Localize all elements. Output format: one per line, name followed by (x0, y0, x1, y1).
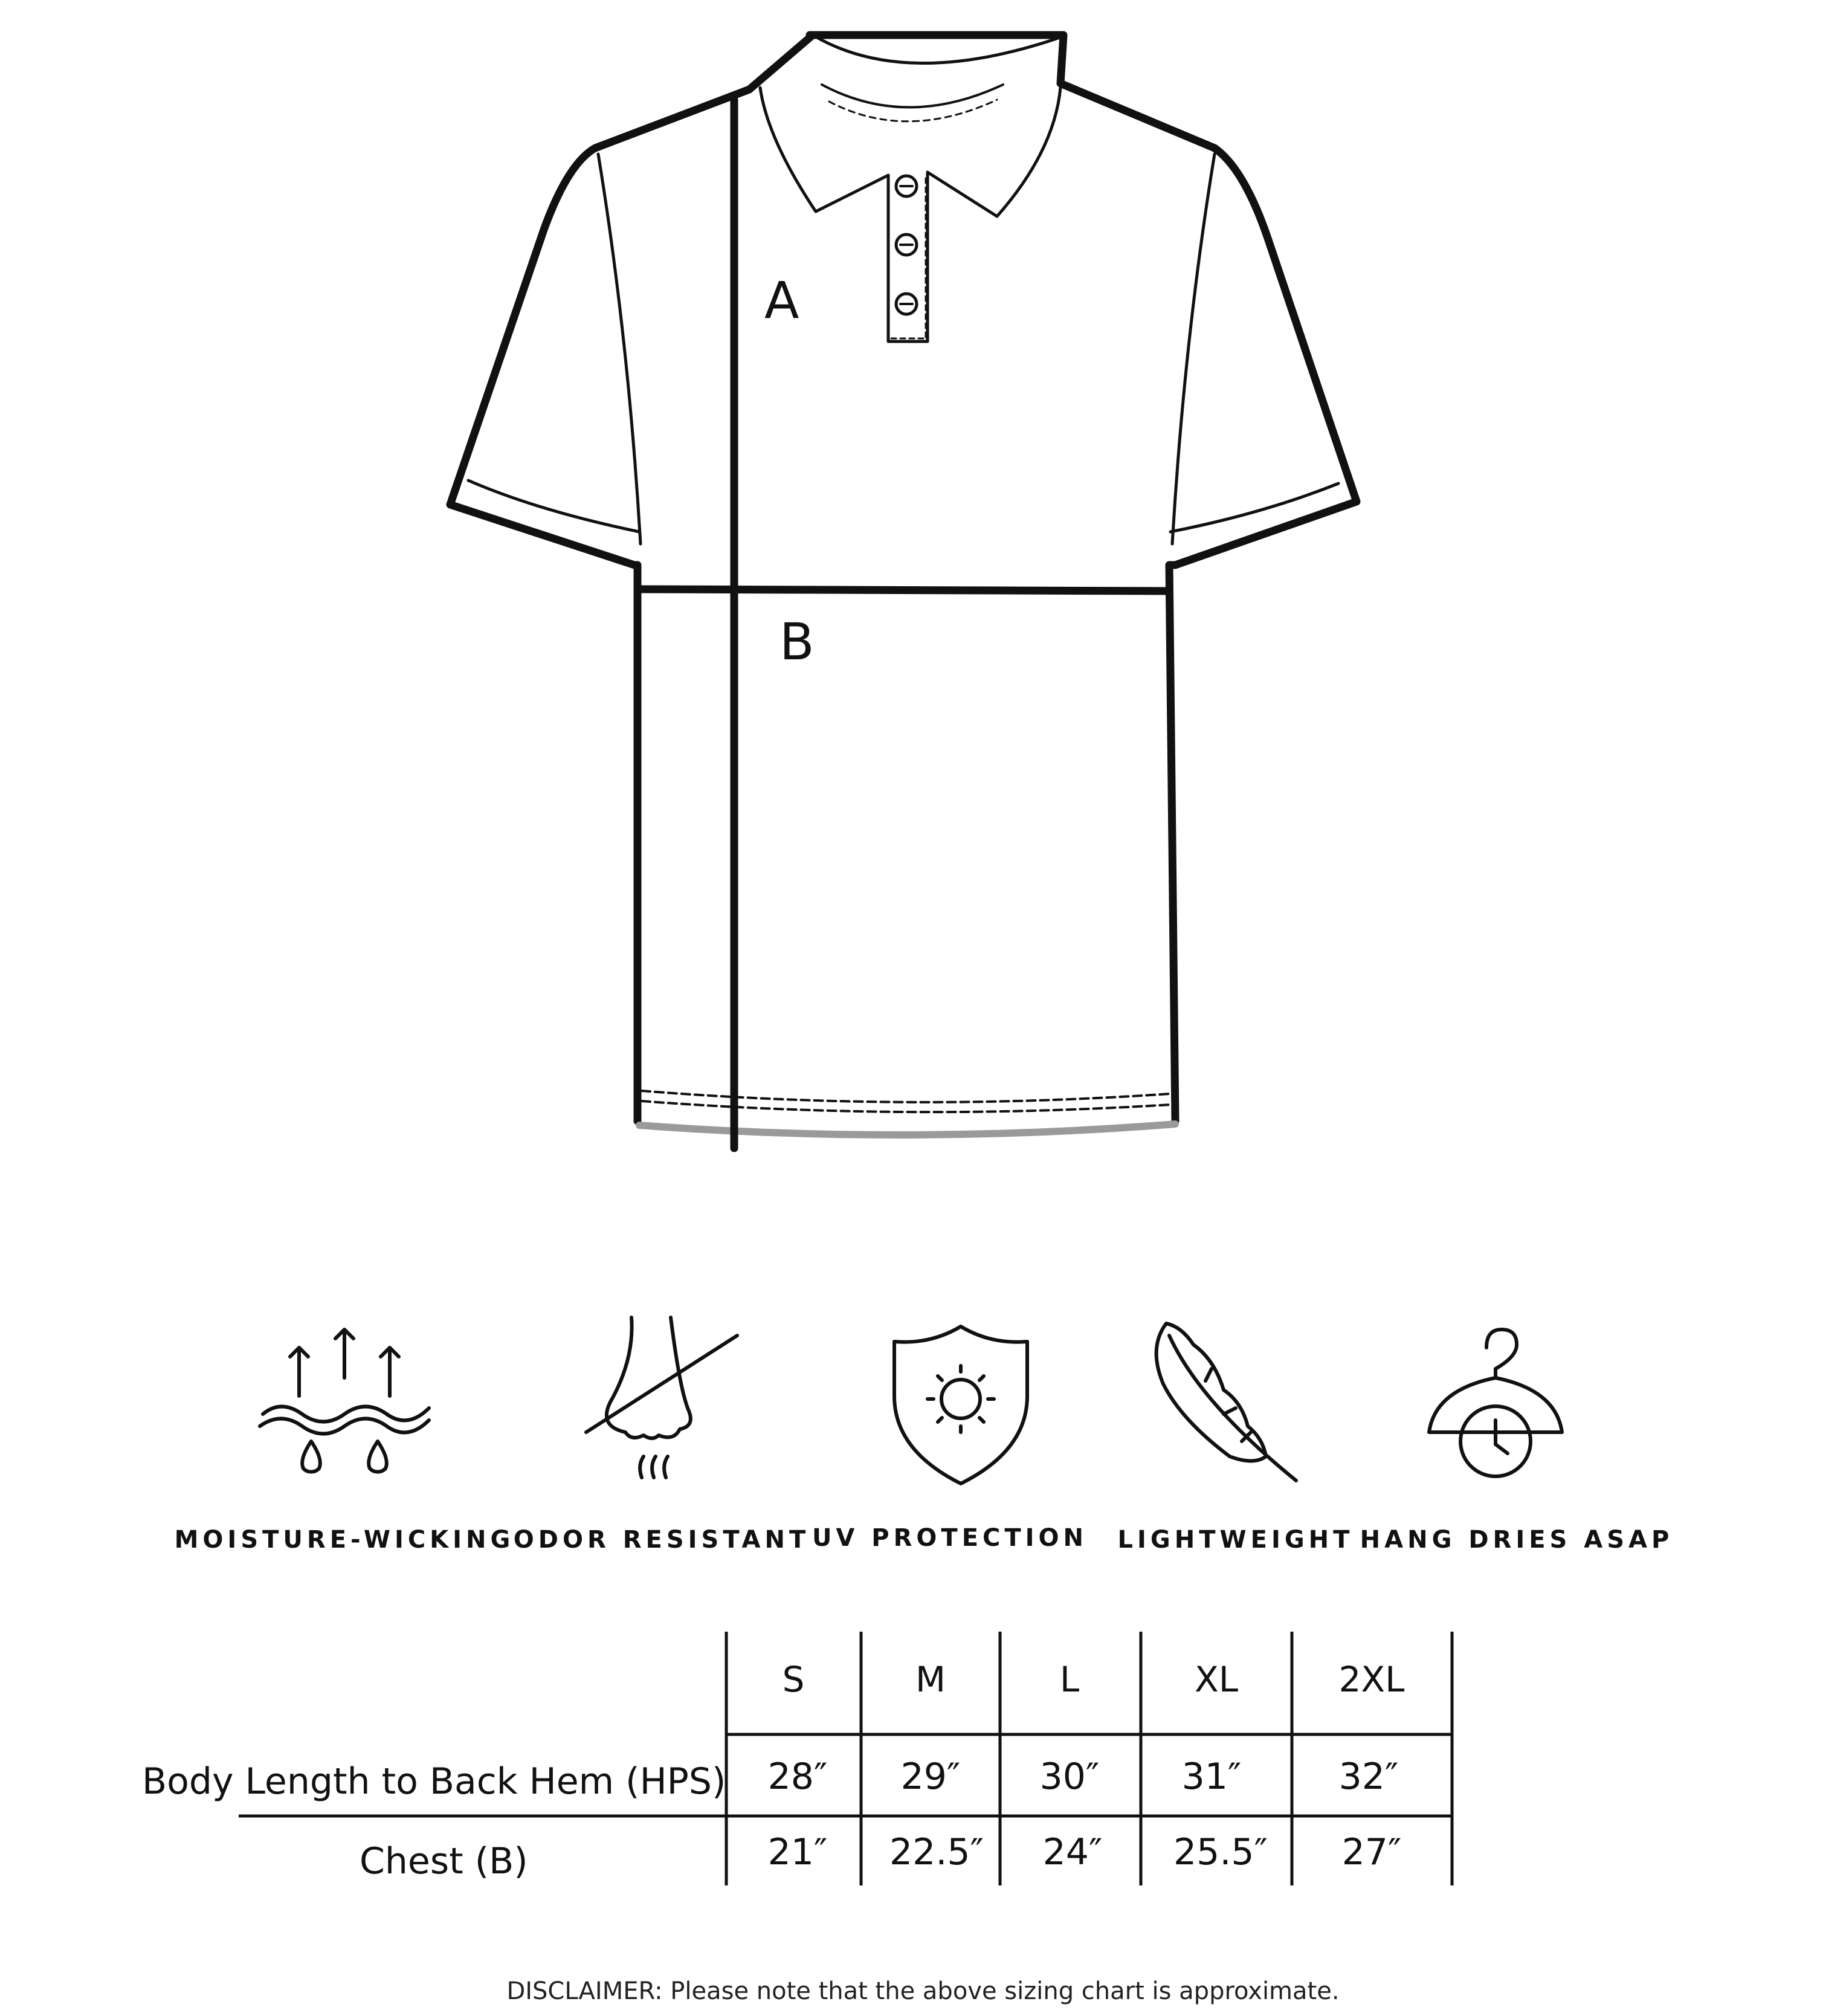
size-header-l: L (1059, 1659, 1080, 1700)
measure-a-label: A (764, 271, 799, 330)
body-length-m: 29″ (900, 1756, 961, 1798)
chest-2xl: 27″ (1341, 1831, 1402, 1873)
size-header-2xl: 2XL (1338, 1659, 1405, 1700)
lightweight-feather-icon (1133, 1311, 1326, 1505)
hem-bottom (639, 1124, 1175, 1135)
collar-inner (822, 85, 1003, 108)
right-cuff (1170, 483, 1338, 532)
odor-resistant-icon (574, 1311, 767, 1505)
collar-outer-right (928, 88, 1060, 216)
feature-label-lightweight: LIGHTWEIGHT (1117, 1526, 1354, 1554)
body-length-xl: 31″ (1181, 1756, 1242, 1798)
body-length-s: 28″ (767, 1756, 828, 1798)
right-sleeve-seam (1172, 154, 1215, 544)
collar-outer (760, 88, 888, 212)
chest-m: 22.5″ (889, 1831, 984, 1873)
body-length-2xl: 32″ (1338, 1756, 1399, 1798)
measure-b-label: B (779, 612, 815, 671)
disclaimer-text: DISCLAIMER: Please note that the above sizing chart is approximate. (506, 1977, 1340, 2005)
chest-l: 24″ (1042, 1831, 1103, 1873)
size-header-xl: XL (1194, 1659, 1239, 1700)
feature-label-odor-resistant: ODOR RESISTANT (513, 1526, 810, 1554)
hem-stitch-1 (642, 1091, 1169, 1102)
size-header-m: M (915, 1659, 946, 1700)
chest-s: 21″ (767, 1831, 828, 1873)
body-length-l: 30″ (1039, 1756, 1100, 1798)
row-label-body-length: Body Length to Back Hem (HPS) (142, 1760, 726, 1803)
moisture-wicking-icon (248, 1311, 441, 1505)
hang-dries-icon (1399, 1311, 1592, 1505)
shirt-outline (450, 35, 1357, 1121)
left-cuff (468, 480, 639, 532)
feature-label-hang-dries: HANG DRIES ASAP (1360, 1526, 1674, 1554)
uv-protection-icon (864, 1311, 1057, 1505)
size-header-s: S (782, 1659, 805, 1700)
feature-label-moisture-wicking: MOISTURE-WICKING (174, 1526, 515, 1554)
hem-stitch-2 (642, 1101, 1169, 1112)
chest-xl: 25.5″ (1173, 1831, 1268, 1873)
row-label-chest: Chest (B) (360, 1840, 528, 1882)
feature-label-uv-protection: UV PROTECTION (812, 1524, 1088, 1552)
measure-b-line (642, 589, 1166, 591)
collar-band (813, 35, 1063, 63)
collar-inner-2 (829, 100, 997, 121)
left-sleeve-seam (598, 154, 641, 544)
